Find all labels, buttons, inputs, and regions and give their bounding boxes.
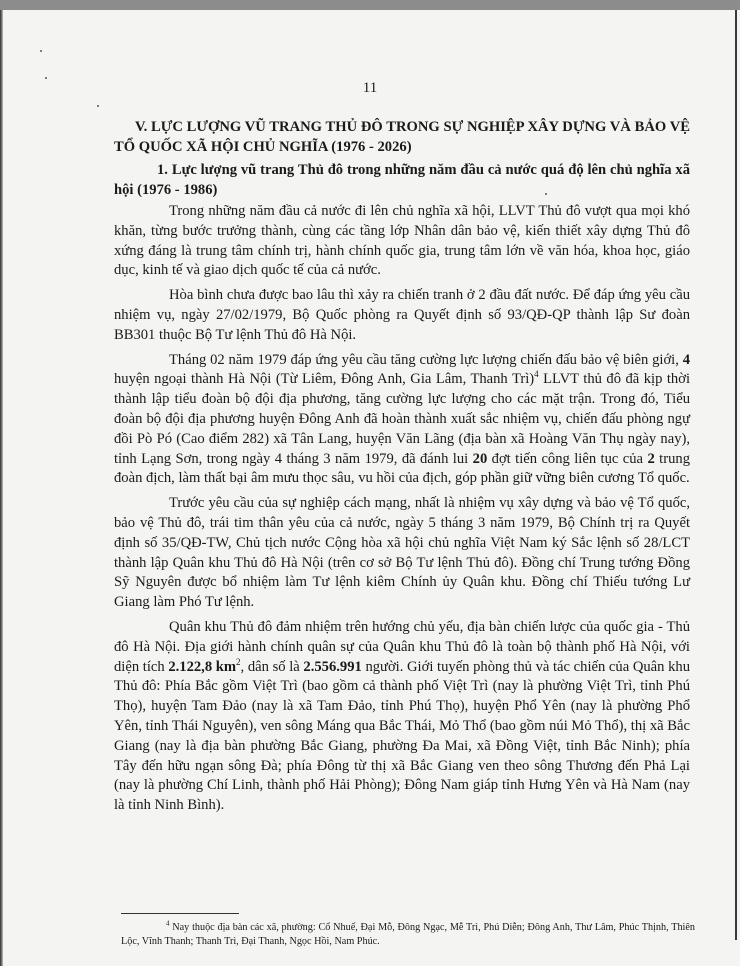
document-body bbox=[114, 117, 690, 821]
paragraph-1: Trong những năm đầu cả nước đi lên chủ nghĩa xã hội, LLVT Thủ đô vượt qua mọi khó khăn, từng bước trưởng thành, cùng các tầng lớp Nhân dân bảo vệ, kiến thiết xây dựng Thủ đô xứng đáng là trung tâm chính trị, hành chính quốc gia, trung tâm lớn về văn hóa, khoa học, giáo dục, kinh tế và giao dịch quốc tế của cả nước. bbox=[114, 203, 690, 279]
paragraph-3: Tháng 02 năm 1979 đáp ứng yêu cầu tăng cường lực lượng chiến đấu bảo vệ biên giới, 4 huyện ngoại thành Hà Nội (Từ Liêm, Đông Anh, Gia Lâm, Thanh Trì)$^4$ LLVT thủ đô đã kịp thời thành lập tiểu đoàn bộ đội địa phương, tăng cường lực lượng cho các mặt trận. Trong đó, Tiểu đoàn bộ đội địa phương huyện Đông Anh đã hoàn thành xuất sắc nhiệm vụ, chiến đấu phòng ngự đồi Pò Pó (Cao điểm 282) xã Tân Lang, huyện Văn Lãng (địa bàn xã Hoàng Văn Thụ ngày nay), tỉnh Lạng Sơn, trong ngày 4 tháng 3 năm 1979, đã đánh lui 20 đợt tiến công liên tục của 2 trung đoàn địch, làm thất bại âm mưu thọc sâu, vu hồi của địch, góp phần giữ vững biên cương Tổ quốc. bbox=[114, 351, 690, 487]
paragraph-2: Hòa bình chưa được bao lâu thì xảy ra chiến tranh ở 2 đầu đất nước. Để đáp ứng yêu cầu nhiệm vụ, ngày 27/02/1979, Bộ Quốc phòng ra Quyết định số 93/QĐ-QP thành lập Sư đoàn BB301 thuộc Bộ Tư lệnh Thủ đô Hà Nội. bbox=[114, 287, 690, 343]
paragraph-5: Quân khu Thủ đô đảm nhiệm trên hướng chủ yếu, địa bàn chiến lược của quốc gia - Thủ đô Hà Nội. Địa giới hành chính quân sự của Quân khu Thủ đô là toàn bộ thành phố Hà Nội, với diện tích 2.122,8 $km^2$, dân số là 2.556.991 người. Giới tuyến phòng thủ và tác chiến của Quân khu Thủ đô: Phía Bắc gồm Việt Trì (bao gồm cả thành phố Việt Trì (nay là phường Việt Trì, tỉnh Phú Thọ), huyện Tam Đảo (nay là xã Tam Đảo, tỉnh Phú Thọ), huyện Phổ Yên (nay là phường Phổ Yên, tỉnh Thái Nguyên), ven sông Máng qua Bắc Thái, Mỏ Thổ (bao gồm núi Mỏ Thổ), thị xã Bắc Giang (nay là địa bàn phường Bắc Giang, phường Đa Mai, xã Đồng Việt, tỉnh Bắc Ninh); phía Tây đến hữu ngạn sông Đà; phía Đông từ thị xã Bắc Giang ven theo sông Thương đến Phả Lại (nay là phường Chí Linh, thành phố Hải Phòng); Đông Nam giáp tỉnh Hưng Yên và Hà Nam (nay là tỉnh Ninh Bình). bbox=[114, 618, 690, 814]
page-number: 11 bbox=[362, 80, 378, 96]
scan-right-edge bbox=[731, 10, 740, 966]
paragraph-4: Trước yêu cầu của sự nghiệp cách mạng, nhất là nhiệm vụ xây dựng và bảo vệ Tổ quốc, bảo vệ Thủ đô, trái tim thân yêu của cả nước, ngày 5 tháng 3 năm 1979, Bộ Chính trị ra Quyết định số 35/QĐ-TW, Chủ tịch nước Cộng hòa xã hội chủ nghĩa Việt Nam ký Sắc lệnh số 28/LCT thành lập Quân khu Thủ đô Hà Nội (trên cơ sở Bộ Tư lệnh Thủ đô). Đồng chí Trung tướng Đồng Sỹ Nguyên được bổ nhiệm làm Tư lệnh kiêm Chính ủy Quân khu. Đồng chí Thiếu tướng Lư Giang làm Phó Tư lệnh. bbox=[114, 495, 690, 611]
footnote bbox=[121, 921, 695, 949]
section-title: V. LỰC LƯỢNG VŨ TRANG THỦ ĐÔ TRONG SỰ NGHIỆP XÂY DỰNG VÀ BẢO VỆ TỔ QUỐC XÃ HỘI CHỦ NGHĨA (1976 - 2026) bbox=[114, 119, 690, 155]
scan-top-border bbox=[0, 0, 740, 10]
footnote-text: Nay thuộc địa bàn các xã, phường: Cổ Nhuế, Đại Mỗ, Đông Ngạc, Mễ Trì, Phú Diễn; Đông Anh, Thư Lâm, Phúc Thịnh, Thiên Lộc, Vĩnh Thanh; Thanh Trì, Đại Thanh, Ngọc Hồi, Nam Phúc. bbox=[121, 922, 695, 947]
scan-speck bbox=[97, 105, 99, 107]
scan-speck bbox=[45, 77, 47, 79]
footnote-marker: 4 bbox=[166, 919, 170, 928]
scan-speck bbox=[40, 50, 42, 52]
subsection-title: 1. Lực lượng vũ trang Thủ đô trong những năm đầu cả nước quá độ lên chủ nghĩa xã hội (1976 - 1986) bbox=[114, 162, 690, 198]
scan-left-edge bbox=[0, 10, 3, 966]
footnote-separator bbox=[121, 913, 239, 914]
footnote-ref: 4 bbox=[534, 369, 539, 380]
